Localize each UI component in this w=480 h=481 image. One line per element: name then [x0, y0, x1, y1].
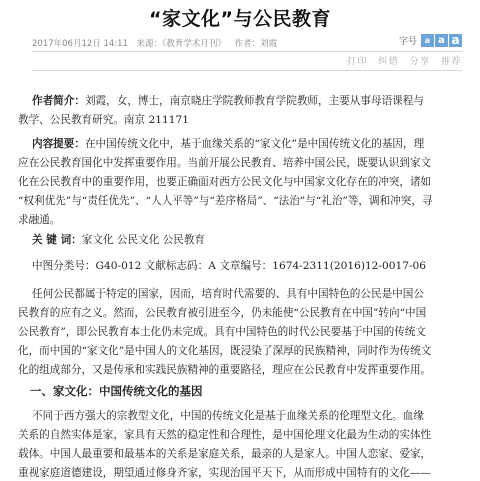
- article-meta: [32, 34, 462, 50]
- bio-line: 教学、公民教育研究。南京 211171: [18, 114, 189, 126]
- meta-info: [32, 37, 283, 49]
- keywords-text: 家文化 公民文化 公民教育: [81, 234, 206, 246]
- intro-line: 公民教育”，即公民教育本土化仍未完成。具有中国特色的时代公民要基于中国的传统文: [18, 326, 426, 338]
- abstract-line: 求融通。: [18, 214, 61, 226]
- keywords: [18, 231, 468, 250]
- font-size-small-button[interactable]: a: [421, 34, 434, 47]
- section1-line: 重视家庭道德建设，期望通过修身齐家，实现治国平天下，从而形成中国特有的文化——: [18, 467, 432, 479]
- intro-line: 民教育的应有之义。然而，公民教育被引进至今，仍未能使“公民教育在中国”转向“中国: [18, 307, 427, 319]
- section1-line: 载体。中国人最重要和最基本的关系是家庭关系，最亲的人是家人。中国人恋家、爱家，: [18, 448, 432, 460]
- article-date: 2017年06月12日 14:11: [32, 39, 128, 49]
- meta-divider: [32, 51, 462, 52]
- bio-heading: 作者简介：: [32, 95, 85, 107]
- section1-paragraph: [18, 407, 468, 481]
- section1-line: 关系的自然实体是家，家具有天然的稳定性和合理性，是中国伦理文化最为生动的实体性: [18, 429, 432, 441]
- abstract: [18, 135, 468, 230]
- intro-paragraph: [18, 285, 468, 380]
- classification-text: 中图分类号：G40-012 文献标志码：A 文章编号：1674-2311(2016)12-0017-06: [32, 260, 427, 272]
- abstract-line: 应在公民教育国化中发挥重要作用。当前开展公民教育、培养中国公民，既要认识到家文: [18, 157, 432, 169]
- abstract-line: 在中国传统文化中，基于血缘关系的“家文化”是中国传统文化的基因，理: [84, 138, 425, 150]
- font-size-label: 字号: [398, 37, 417, 47]
- classification: [18, 257, 468, 276]
- intro-line: 任何公民都属于特定的国家，因而，培育时代需要的、具有中国特色的公民是中国公: [32, 288, 424, 300]
- article-author: 作者：刘霞: [234, 39, 278, 49]
- abstract-line: 化在公民教育中的重要作用，也要正确面对西方公民文化与中国家文化存在的冲突，诸如: [18, 176, 432, 188]
- share-link[interactable]: 分享: [409, 57, 431, 67]
- print-link[interactable]: 打印: [346, 57, 368, 67]
- error-report-link[interactable]: 纠错: [378, 57, 400, 67]
- recommend-link[interactable]: 推荐: [440, 57, 462, 67]
- bio-line: 刘霞，女，博士，南京晓庄学院教师教育学院教师，主要从事母语课程与: [84, 95, 424, 107]
- article-actions: [341, 54, 462, 67]
- section1-line: 不同于西方强大的宗教型文化，中国的传统文化是基于血缘关系的伦理型文化。血缘: [32, 410, 424, 422]
- font-size-medium-button[interactable]: a: [435, 34, 448, 47]
- actions-divider: [32, 70, 462, 71]
- abstract-heading: 内容提要：: [32, 138, 85, 150]
- abstract-line: “权利优先”与“责任优先”、“人人平等”与“差序格局”、“法治”与“礼治”等，调和冲突，寻: [18, 195, 433, 207]
- font-size-large-button[interactable]: a: [449, 34, 462, 47]
- author-bio: [18, 92, 468, 130]
- font-size-control: [399, 34, 462, 47]
- article-title: “家文化”与公民教育: [149, 8, 331, 30]
- section-heading: 一、家文化：中国传统文化的基因: [30, 384, 203, 398]
- article-source: 来源：《教育学术月刊》: [136, 39, 226, 49]
- intro-line: 化的组成部分，又是传承和实践民族精神的重要路径，理应在公民教育中发挥重要作用。: [18, 364, 432, 376]
- intro-line: 化，而中国的“家文化”是中国人的文化基因，既浸染了深厚的民族精神，同时作为传统文: [18, 345, 432, 357]
- keywords-heading: 关 键 词：: [32, 234, 82, 246]
